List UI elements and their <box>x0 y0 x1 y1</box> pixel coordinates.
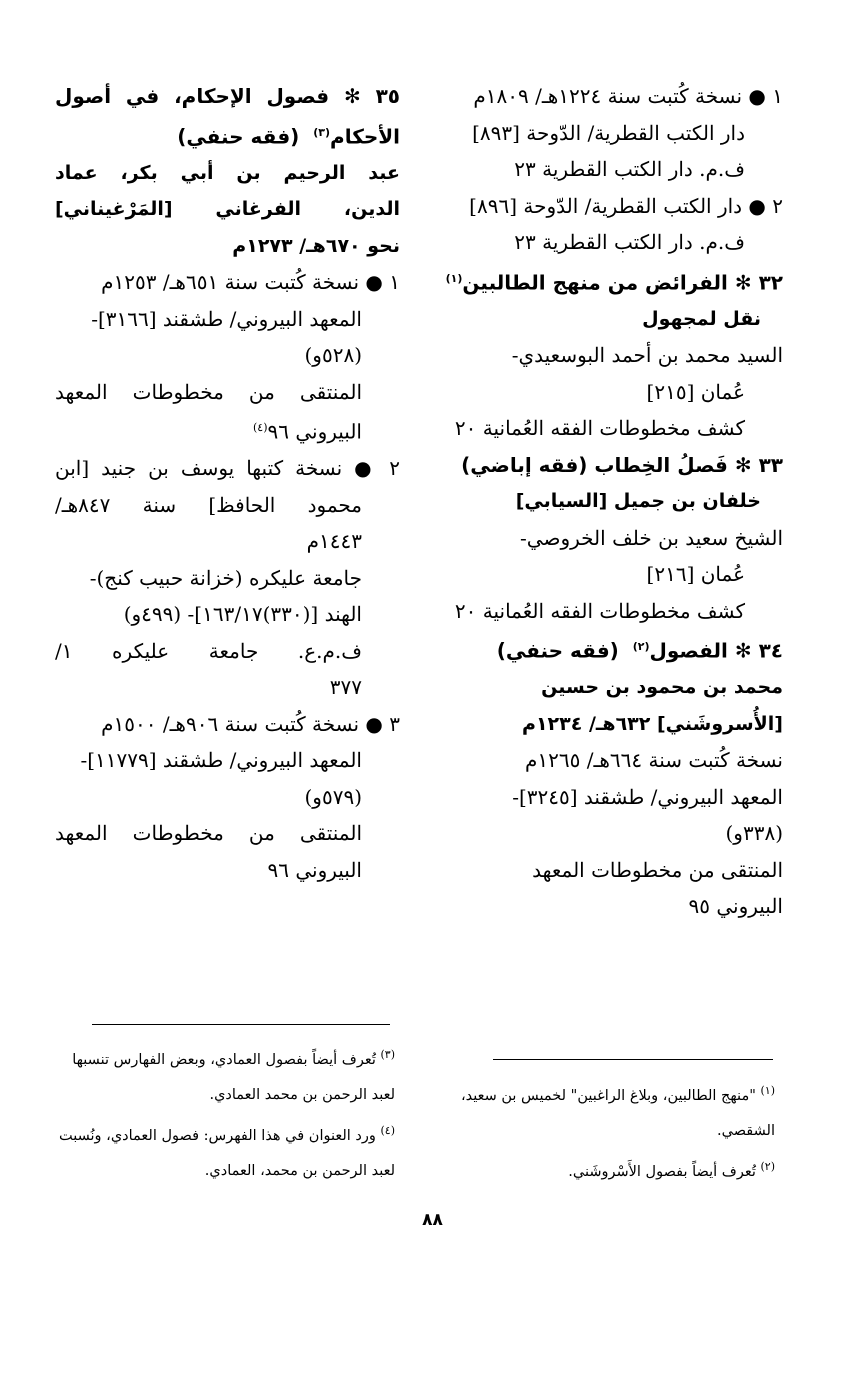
entry-32-title-text: ٣٢ ✻ الفرائض من منهج الطالبين <box>462 270 783 295</box>
entry-35-copy-1-heading: ١ ● نسخة كُتبت سنة ٦٥١هـ/ ١٢٥٣م <box>101 270 400 295</box>
footnotes-right <box>425 1073 775 1190</box>
entry-35-copy-2-microfilm: ف.م.ع. جامعة عليكره ١/ <box>55 638 362 663</box>
entry-35-title-line-2 <box>55 115 400 155</box>
footnote-1 <box>425 1073 775 1149</box>
entry-35-copy-2-line-2: محمود الحافظ] سنة ٨٤٧هـ/ <box>55 492 362 517</box>
entry-35-copy-2-library: جامعة عليكره (خزانة حبيب كنج)- <box>89 565 362 590</box>
entry-35-copy-3-library: المعهد البيروني/ طشقند [١١٧٧٩]- <box>80 748 362 773</box>
entry-35-copy-1-reference-1: المنتقى من مخطوطات المعهد <box>55 379 362 404</box>
footnote-1-number: (١) <box>760 1084 775 1097</box>
entry-35-author-date: نحو ٦٧٠هـ/ ١٢٧٣م <box>232 234 400 257</box>
entry-34-title <box>428 629 783 669</box>
footnote-ref-2: (٢) <box>632 640 650 654</box>
right-column <box>428 78 783 925</box>
entry-31-copy-1-library: دار الكتب القطرية/ الدّوحة [٨٩٣] <box>472 120 745 145</box>
entry-34-reference-1: المنتقى من مخطوطات المعهد <box>532 857 783 882</box>
entry-32-owner: السيد محمد بن أحمد البوسعيدي- <box>511 343 783 368</box>
footnote-1-text: "منهج الطالبين، وبلاغ الراغبين" لخميس بن سعيد، الشقصي. <box>460 1087 775 1139</box>
entry-34-author-line-1: محمد بن محمود بن حسين <box>541 676 783 699</box>
entry-32-location: عُمان [٢١٥] <box>646 379 745 404</box>
entry-34-subject: (فقه حنفي) <box>496 638 619 663</box>
entry-35-title-line-1: ٣٥ ✻ فصول الإحكام، في أصول <box>55 84 400 108</box>
footnote-3-number: (٣) <box>380 1048 395 1061</box>
entry-32-title <box>428 261 783 301</box>
entry-31-copy-2-microfilm: ف.م. دار الكتب القطرية ٢٣ <box>514 230 745 254</box>
footnote-3-text: تُعرف أيضاً بفصول العمادي، وبعض الفهارس تنسبها لعبد الرحمن بن محمد العمادي. <box>72 1051 395 1103</box>
entry-33-owner: الشيخ سعيد بن خلف الخروصي- <box>520 525 783 550</box>
entry-35-copy-1-folio: (٥٢٨و) <box>304 343 362 368</box>
footnote-2-number: (٢) <box>760 1159 775 1173</box>
entry-35-subject: (فقه حنفي) <box>177 124 300 149</box>
footnote-separator-right <box>493 1059 773 1060</box>
footnote-3 <box>55 1037 395 1113</box>
entry-34-copy-heading: نسخة كُتبت سنة ٦٦٤هـ/ ١٢٦٥م <box>525 748 783 773</box>
footnote-4-text: ورد العنوان في هذا الفهرس: فصول العمادي، ونُسبت لعبد الرحمن بن محمد، العمادي. <box>58 1127 395 1179</box>
entry-35-copy-1-library: المعهد البيروني/ طشقند [٣١٦٦]- <box>91 306 362 331</box>
entry-31-copy-1-heading: ١ ● نسخة كُتبت سنة ١٢٢٤هـ/ ١٨٠٩م <box>473 84 783 108</box>
entry-33-location: عُمان [٢١٦] <box>646 562 745 587</box>
entry-35-author-line-2: الدين، الفرغاني [المَرْغيناني] <box>55 198 400 221</box>
entry-35-title-text: الأحكام <box>330 124 400 149</box>
entry-31-copy-2-heading: ٢ ● دار الكتب القطرية/ الدّوحة [٨٩٦] <box>469 193 783 218</box>
entry-35-copy-3-folio: (٥٧٩و) <box>304 784 362 809</box>
page-number: ٨٨ <box>422 1210 443 1230</box>
footnote-ref-3: (٣) <box>313 125 331 139</box>
entry-35-copy-3-reference-1: المنتقى من مخطوطات المعهد <box>55 821 362 846</box>
entry-35-copy-2-page: ٣٧٧ <box>329 675 362 700</box>
entry-32-author: نقل لمجهول <box>642 307 761 330</box>
entry-34-author-line-2: [الأُسروشَني] ٦٣٢هـ/ ١٢٣٤م <box>522 712 783 735</box>
entry-35-copy-1-reference-text: البيروني ٩٦ <box>267 419 362 444</box>
footnote-4 <box>55 1113 395 1189</box>
entry-34-library: المعهد البيروني/ طشقند [٣٢٤٥]- <box>512 784 783 809</box>
footnote-2 <box>425 1149 775 1190</box>
entry-32-reference: كشف مخطوطات الفقه العُمانية ٢٠ <box>454 416 745 441</box>
entry-31-copy-1-microfilm: ف.م. دار الكتب القطرية ٢٣ <box>514 157 745 181</box>
entry-35-copy-3-heading: ٣ ● نسخة كُتبت سنة ٩٠٦هـ/ ١٥٠٠م <box>101 711 400 736</box>
footnote-ref-1: (١) <box>445 271 463 285</box>
footnote-2-text: تُعرف أيضاً بفصول الأَسْروشَني. <box>568 1163 756 1180</box>
entry-34-title-text: ٣٤ ✻ الفصول <box>649 638 783 663</box>
footnote-ref-4: (٤) <box>252 421 268 435</box>
entry-35-copy-3-reference-2: البيروني ٩٦ <box>267 857 362 882</box>
entry-34-folio: (٣٣٨و) <box>725 821 783 846</box>
entry-35-copy-1-reference-2 <box>55 410 400 450</box>
footnote-4-number: (٤) <box>380 1123 395 1137</box>
entry-33-author: خلفان بن جميل [السيابي] <box>515 490 761 513</box>
entry-35-copy-2-heading: ٢ ● نسخة كتبها يوسف بن جنيد [ابن <box>55 456 400 481</box>
entry-34-reference-2: البيروني ٩٥ <box>688 894 783 919</box>
entry-33-reference: كشف مخطوطات الفقه العُمانية ٢٠ <box>454 598 745 623</box>
entry-33-title: ٣٣ ✻ فَصلُ الخِطاب (فقه إباضي) <box>461 452 783 477</box>
entry-35-author-line-1: عبد الرحيم بن أبي بكر، عماد <box>55 161 400 184</box>
entry-35-copy-2-line-3: ١٤٤٣م <box>306 529 362 554</box>
footnote-separator-left <box>92 1024 390 1025</box>
entry-35-copy-2-shelfmark: الهند [(٣٣٠)١٦٣/١٧]- (٤٩٩و) <box>123 602 362 627</box>
left-column <box>55 78 400 888</box>
footnotes-left <box>55 1037 395 1189</box>
